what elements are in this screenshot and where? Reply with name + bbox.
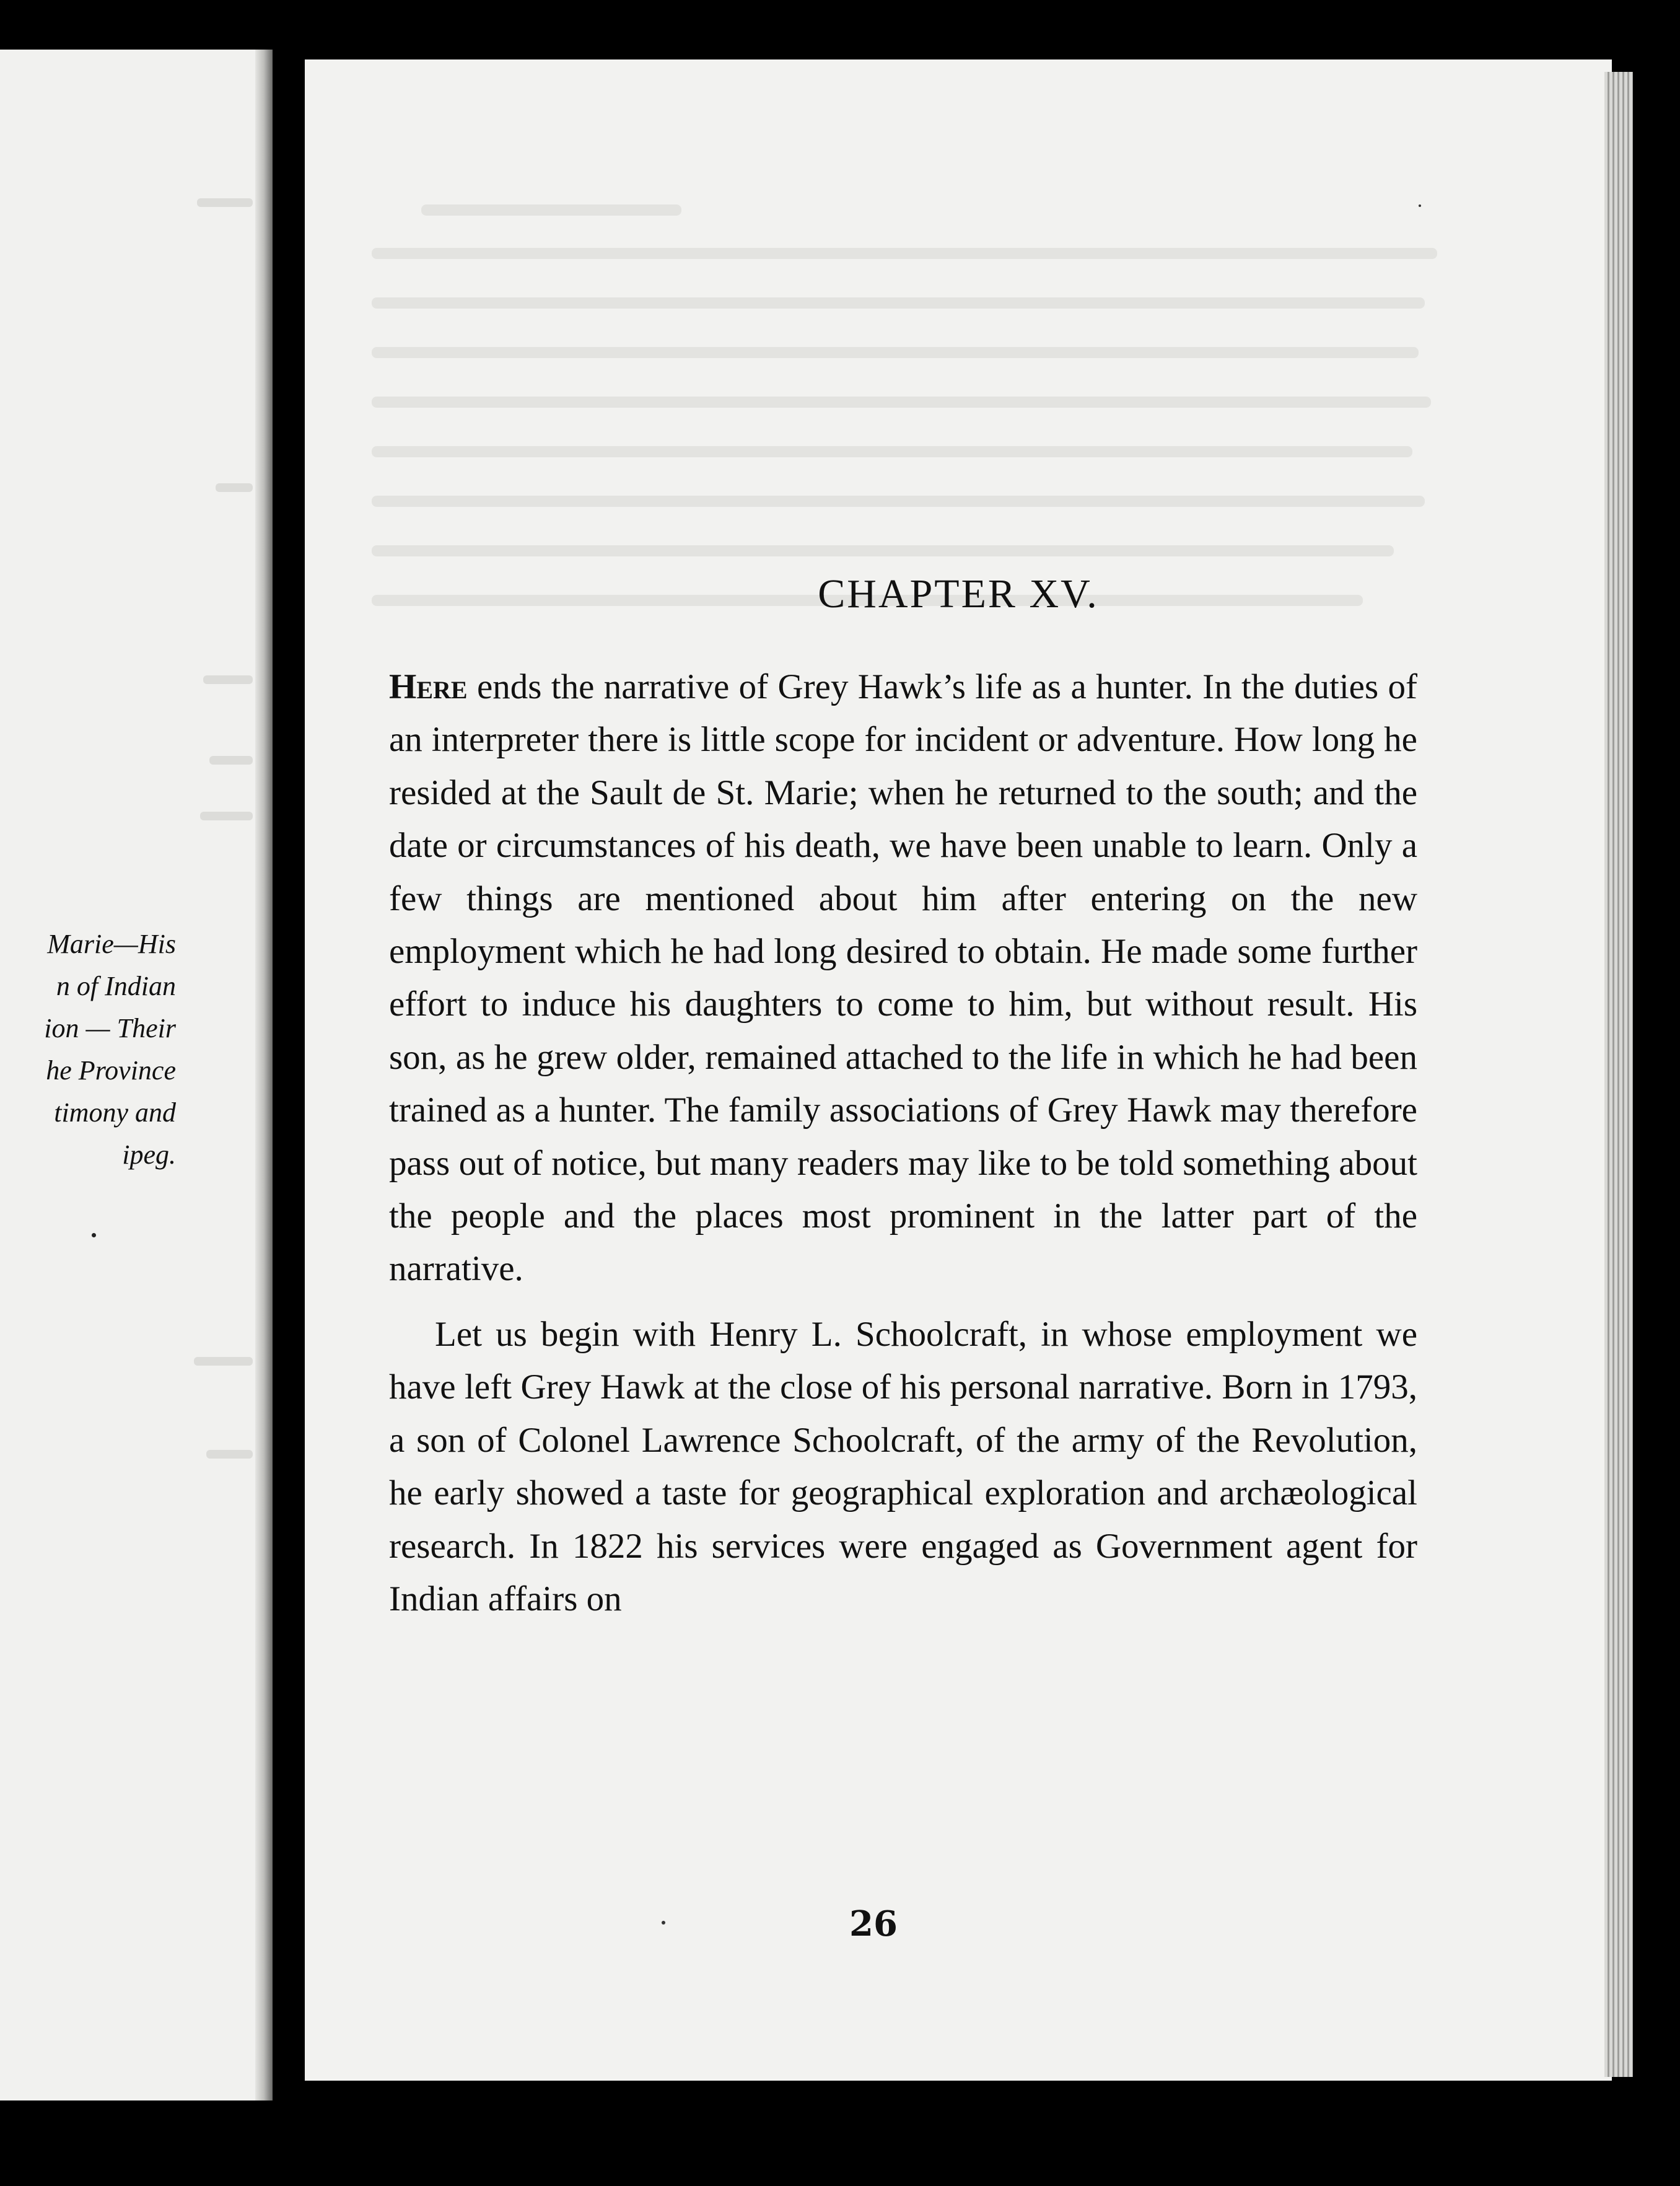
chapter-body — [389, 661, 1417, 1625]
page-speck — [662, 1921, 665, 1925]
left-page-chapter-summary-fragment: Marie—His n of Indian ion — Their he Province timony and ipeg. — [44, 929, 176, 1170]
paragraph-1-text: ends the narrative of Grey Hawk’s life as a hunter. In the duties of an interpreter there is little scope for incident or adventure. How long he resided at the Sault de St. Marie; when he returned to the south; and the date or circumstances of his death, we have been unable to learn. Only a few things are mentioned about him after entering on the new employment which he had long desired to obtain. He made some further effort to induce his daughters to come to him, but without result. His son, as he grew older, remained attached to the life in which he had been trained as a hunter. The family associations of Grey Hawk may therefore pass out of notice, but many readers may like to be told something about the people and the places most prominent in the latter part of the narrative. — [389, 667, 1417, 1289]
left-page-gutter-shadow — [255, 50, 273, 2100]
page-speck — [1419, 204, 1421, 207]
paragraph-1-lead-in: Here — [389, 667, 468, 706]
page-number: 26 — [849, 1903, 898, 1944]
book-spine — [273, 37, 305, 2125]
paragraph-1 — [389, 661, 1417, 1296]
left-page-speck — [92, 1233, 96, 1237]
paragraph-2: Let us begin with Henry L. Schoolcraft, in whose employment we have left Grey Hawk at the close of his personal narrative. Born in 1793, a son of Colonel Lawrence Schoolcraft, of the army of the Revolution, he early showed a taste for geographical exploration and archæological research. In 1822 his services were engaged as Government agent for Indian affairs on — [389, 1314, 1417, 1618]
page-edge-stack — [1604, 72, 1633, 2077]
chapter-title: CHAPTER XV. — [818, 571, 1099, 617]
